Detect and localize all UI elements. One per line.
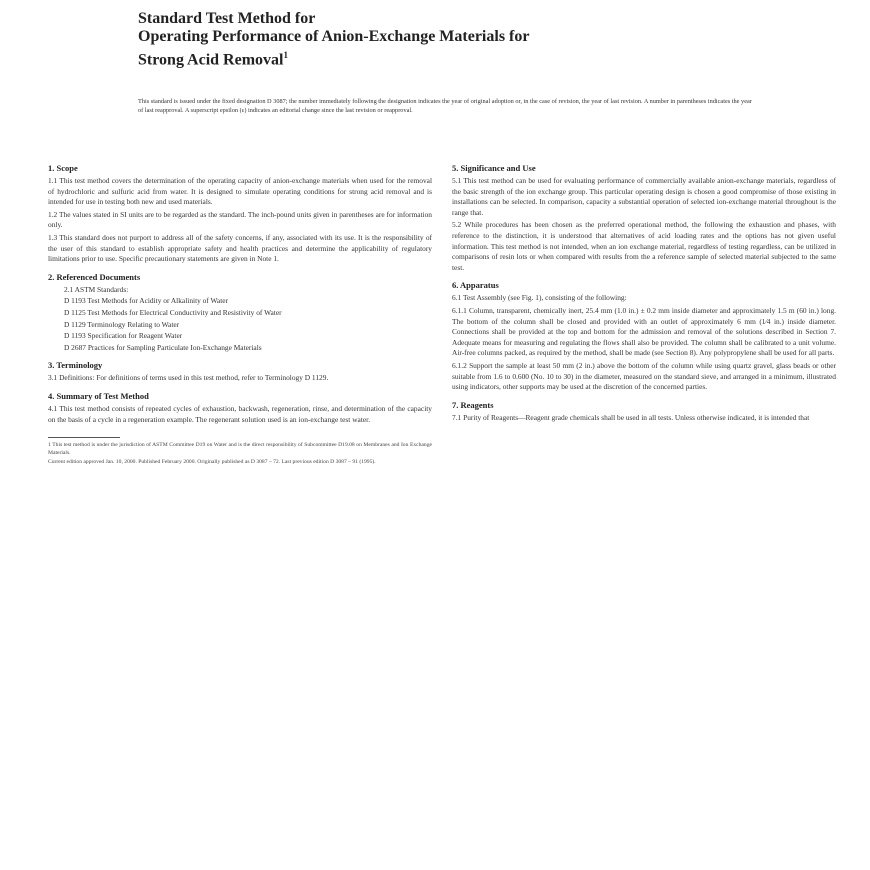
title-line-3-text: Strong Acid Removal xyxy=(138,51,284,69)
footnote-divider xyxy=(48,437,120,438)
section-heading-referenced-documents: 2. Referenced Documents xyxy=(48,271,141,282)
section-heading-terminology: 3. Terminology xyxy=(48,360,103,371)
title-line-2: Operating Performance of Anion-Exchange Materials for xyxy=(138,28,530,45)
reference-item: D 2687 Practices for Sampling Particulate Ion-Exchange Materials xyxy=(64,342,262,352)
paragraph-5-1: 5.1 This test method can be used for evaluating performance of commercially available anion-exchange materials, regardless of the basic strength of the ion exchange group. This particular operating design is chosen a good compromise of those existing in installations can be selected. In comparison, capacity a substantial operation of selected ion-exchange material throughout is the range that. xyxy=(452,176,836,217)
paragraph-7-1: 7.1 Purity of Reagents—Reagent grade chemicals shall be used in all tests. Unless otherwise indicated, it is intended that xyxy=(452,412,810,422)
section-heading-apparatus: 6. Apparatus xyxy=(452,280,499,291)
title-line-3 xyxy=(138,46,758,69)
section-heading-reagents: 7. Reagents xyxy=(452,399,494,410)
paragraph-1-3: 1.3 This standard does not purport to address all of the safety concerns, if any, associated with its use. It is the responsibility of the user of this standard to establish appropriate safety and health practices and determine the applicability of regulatory limitations prior to use. Specific precautionary statements are given in Note 1. xyxy=(48,232,432,264)
reference-item: D 1193 Specification for Reagent Water xyxy=(64,331,183,341)
section-heading-significance: 5. Significance and Use xyxy=(452,163,536,173)
title-footnote-mark: 1 xyxy=(283,50,288,60)
section-heading-scope: 1. Scope xyxy=(48,163,78,173)
paragraph-3-1: 3.1 Definitions: For definitions of terms used in this test method, refer to Terminology D 1129. xyxy=(48,373,329,383)
paragraph-6-1-1: 6.1.1 Column, transparent, chemically inert, 25.4 mm (1.0 in.) ± 0.2 mm inside diameter and approximately 1.5 m (60 in.) long. The bottom of the column shall be closed and provided with an outlet of approximately 6 mm (1⁄4 in.) inside diameter. Connections shall be provided at the top and bottom for the admission and removal of the solutions described in Section 7. Adequate means for measuring and regulating the flows shall also be provided. The column shall be calibrated to a unit volume. Air-free columns packed, as required by the method, shall be made (see Section 8). Any polypropylene shall be used for all parts. xyxy=(452,305,836,358)
reference-item: D 1193 Test Methods for Acidity or Alkalinity of Water xyxy=(64,296,228,306)
section-heading-summary: 4. Summary of Test Method xyxy=(48,390,149,401)
footnote-2: Current edition approved Jan. 10, 2000. Published February 2000. Originally published as D 3087 – 72. Last previous edition D 3087 – 91 (1995). xyxy=(48,459,376,466)
issuance-note: This standard is issued under the fixed designation D 3087; the number immediately following the designation indicates the year of original adoption or, in the case of revision, the year of last revision. A number in parentheses indicates the year of last reapproval. A superscript epsilon (ε) indicates an editorial change since the last revision or reapproval. xyxy=(138,98,752,114)
reference-item: D 1129 Terminology Relating to Water xyxy=(64,319,180,329)
right-column xyxy=(452,162,836,425)
paragraph-6-1: 6.1 Test Assembly (see Fig. 1), consisting of the following: xyxy=(452,293,627,303)
title-line-1: Standard Test Method for xyxy=(138,10,316,27)
paragraph-5-2: 5.2 While procedures has been chosen as the preferred operational method, the following the exhaustion and phases, with reference to the distinction, it is understood that alternatives of acid loading rates and the options has not given useful information. This test method is not intended, when an ion exchange material, regardless of testing regardless, can be utilized in comparisons of resin lots or when compared with results from the a reference sample of selected material subjected to the same test. xyxy=(452,220,836,272)
reference-item: 2.1 ASTM Standards: xyxy=(64,284,129,294)
paragraph-1-2: 1.2 The values stated in SI units are to be regarded as the standard. The inch-pound units given in parentheses are for information only. xyxy=(48,209,432,230)
paragraph-1-1: 1.1 This test method covers the determination of the operating capacity of anion-exchange materials when used for the removal of hydrochloric and sulfuric acid from water. It is designed to simulate operating conditions for strong acid removal and is intended for use in testing both new and used materials. xyxy=(48,176,432,207)
footnote-1: 1 This test method is under the jurisdiction of ASTM Committee D19 on Water and is the direct responsibility of Subcommittee D19.08 on Membranes and Ion Exchange Materials. xyxy=(48,442,432,456)
paragraph-4-1: 4.1 This test method consists of repeated cycles of exhaustion, backwash, regeneration, rinse, and determination of the capacity on the basis of a cycle in a regeneration example. The regenerant solution used is an ion-exchange test water. xyxy=(48,403,432,424)
paragraph-6-1-2: 6.1.2 Support the sample at least 50 mm (2 in.) above the bottom of the column while using quartz gravel, glass beads or other suitable from 1.6 to 0.600 (No. 10 to 30) in the diameter, measured on the standard sieve, and arranged in a minimum, illustrated using indicators, other supports may be used at the discretion of the concerned parties. xyxy=(452,360,836,392)
reference-item: D 1125 Test Methods for Electrical Conductivity and Resistivity of Water xyxy=(64,307,282,317)
title-block xyxy=(138,10,758,69)
left-column xyxy=(48,162,432,469)
